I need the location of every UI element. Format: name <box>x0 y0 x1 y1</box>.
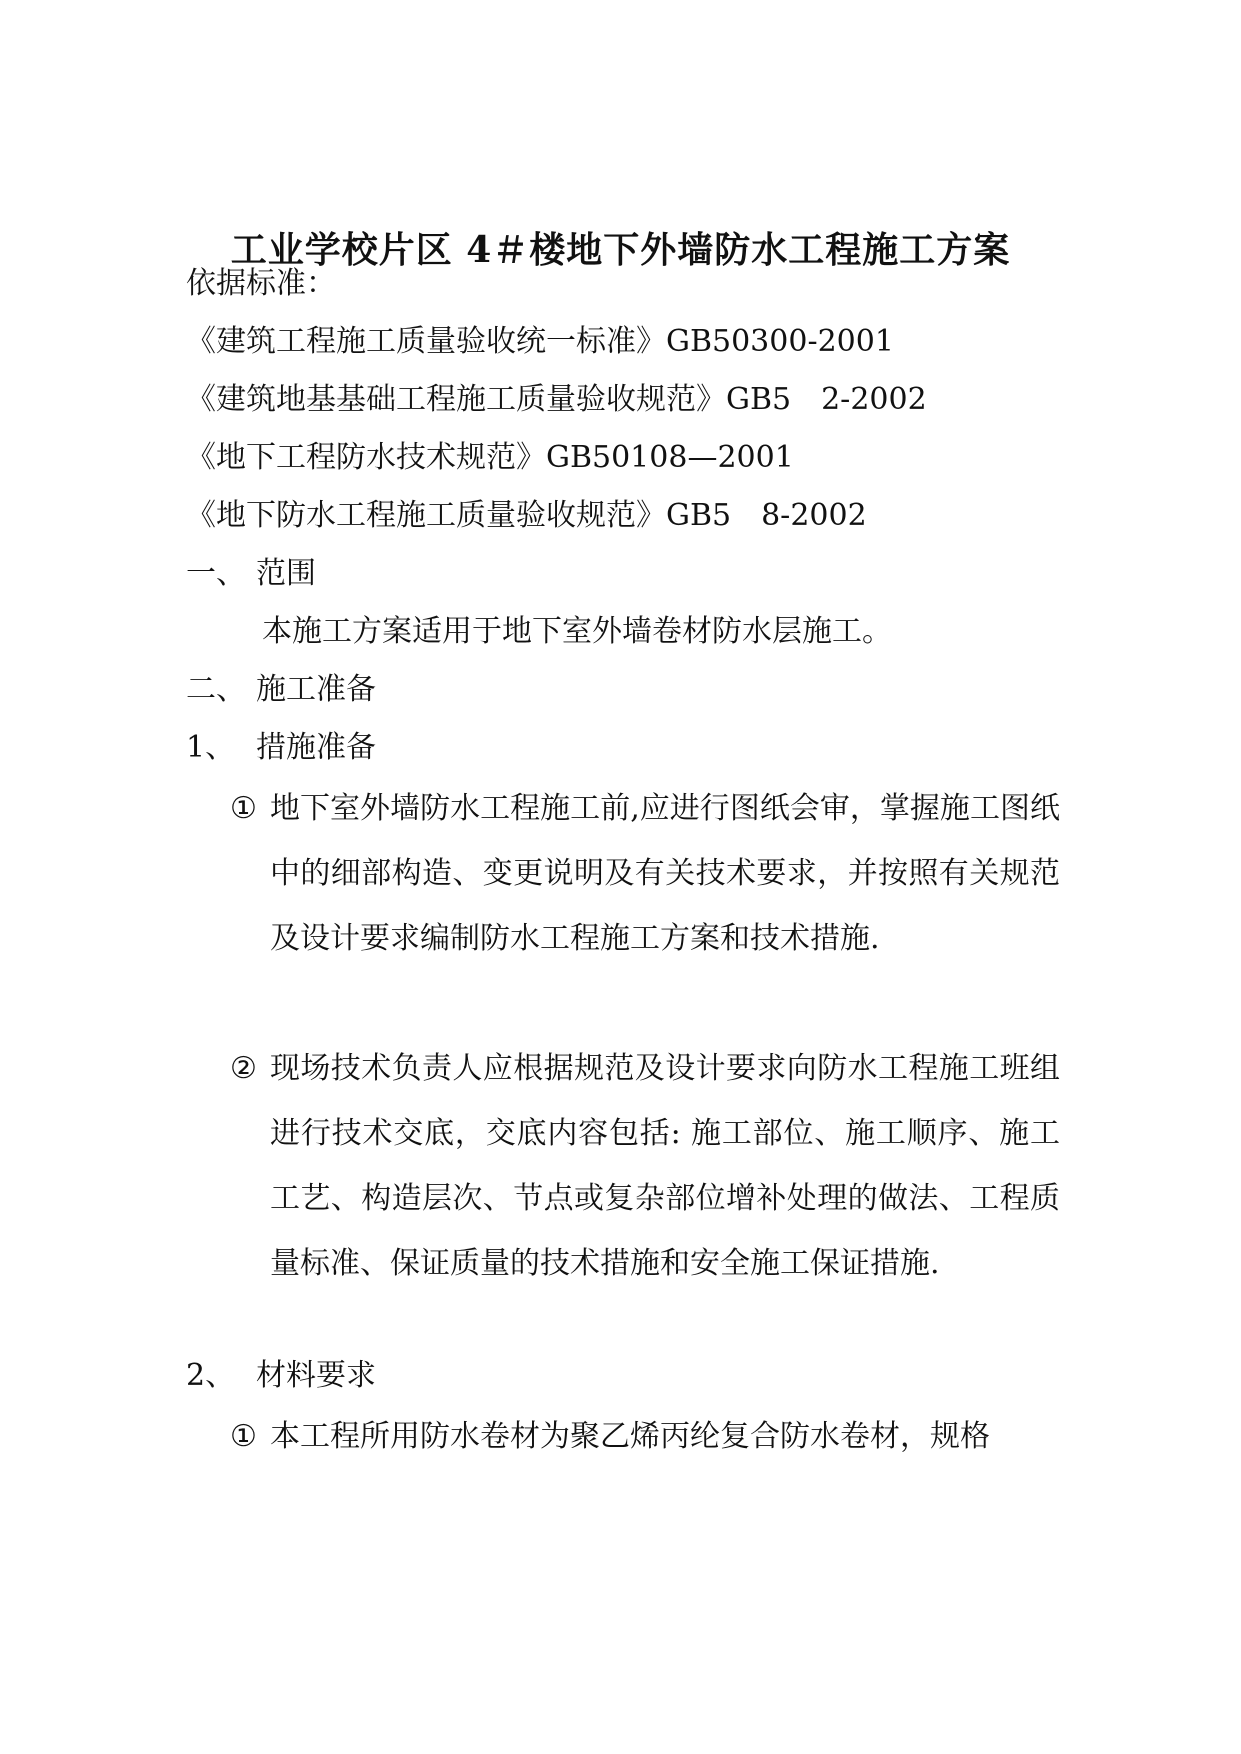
document-title: 工业学校片区 4＃楼地下外墙防水工程施工方案 <box>230 229 1011 271</box>
subsection-title: 材料要求 <box>256 1358 376 1393</box>
list-item <box>230 1404 1060 1469</box>
section-paragraph: 本施工方案适用于地下室外墙卷材防水层施工。 <box>262 614 892 649</box>
item-text: 地下室外墙防水工程施工前,应进行图纸会审，掌握施工图纸中的细部构造、变更说明及有关技术要求，并按照有关规范及设计要求编制防水工程施工方案和技术措施. <box>270 791 1060 956</box>
item-marker: ① <box>230 791 257 826</box>
section-heading <box>186 670 376 710</box>
subsection-title: 措施准备 <box>256 730 376 765</box>
standard-item: 《地下防水工程施工质量验收规范》GB5 8-2002 <box>186 498 867 533</box>
list-item <box>230 776 1060 971</box>
standard-item: 《地下工程防水技术规范》GB50108—2001 <box>186 440 794 475</box>
item-marker: ① <box>230 1419 257 1454</box>
section-title: 范围 <box>256 556 316 591</box>
standard-item: 《建筑工程施工质量验收统一标准》GB50300-2001 <box>186 324 894 359</box>
section-number: 一、 <box>186 556 246 591</box>
basis-label: 依据标准： <box>186 266 336 301</box>
subsection-number: 1、 <box>186 730 236 765</box>
list-item <box>230 1036 1060 1296</box>
item-text: 现场技术负责人应根据规范及设计要求向防水工程施工班组进行技术交底，交底内容包括: 施工部位、施工顺序、施工工艺、构造层次、节点或复杂部位增补处理的做法、工程质量标准、保证质量的技术措施和安全施工保证措施. <box>270 1051 1060 1281</box>
subsection-heading <box>186 1356 376 1396</box>
subsection-heading <box>186 728 376 768</box>
item-text: 本工程所用防水卷材为聚乙烯丙纶复合防水卷材，规格 <box>270 1419 990 1454</box>
section-title: 施工准备 <box>256 672 376 707</box>
item-marker: ② <box>230 1051 257 1086</box>
section-heading <box>186 554 316 594</box>
section-number: 二、 <box>186 672 246 707</box>
standard-item: 《建筑地基基础工程施工质量验收规范》GB5 2-2002 <box>186 382 927 417</box>
subsection-number: 2、 <box>186 1358 236 1393</box>
